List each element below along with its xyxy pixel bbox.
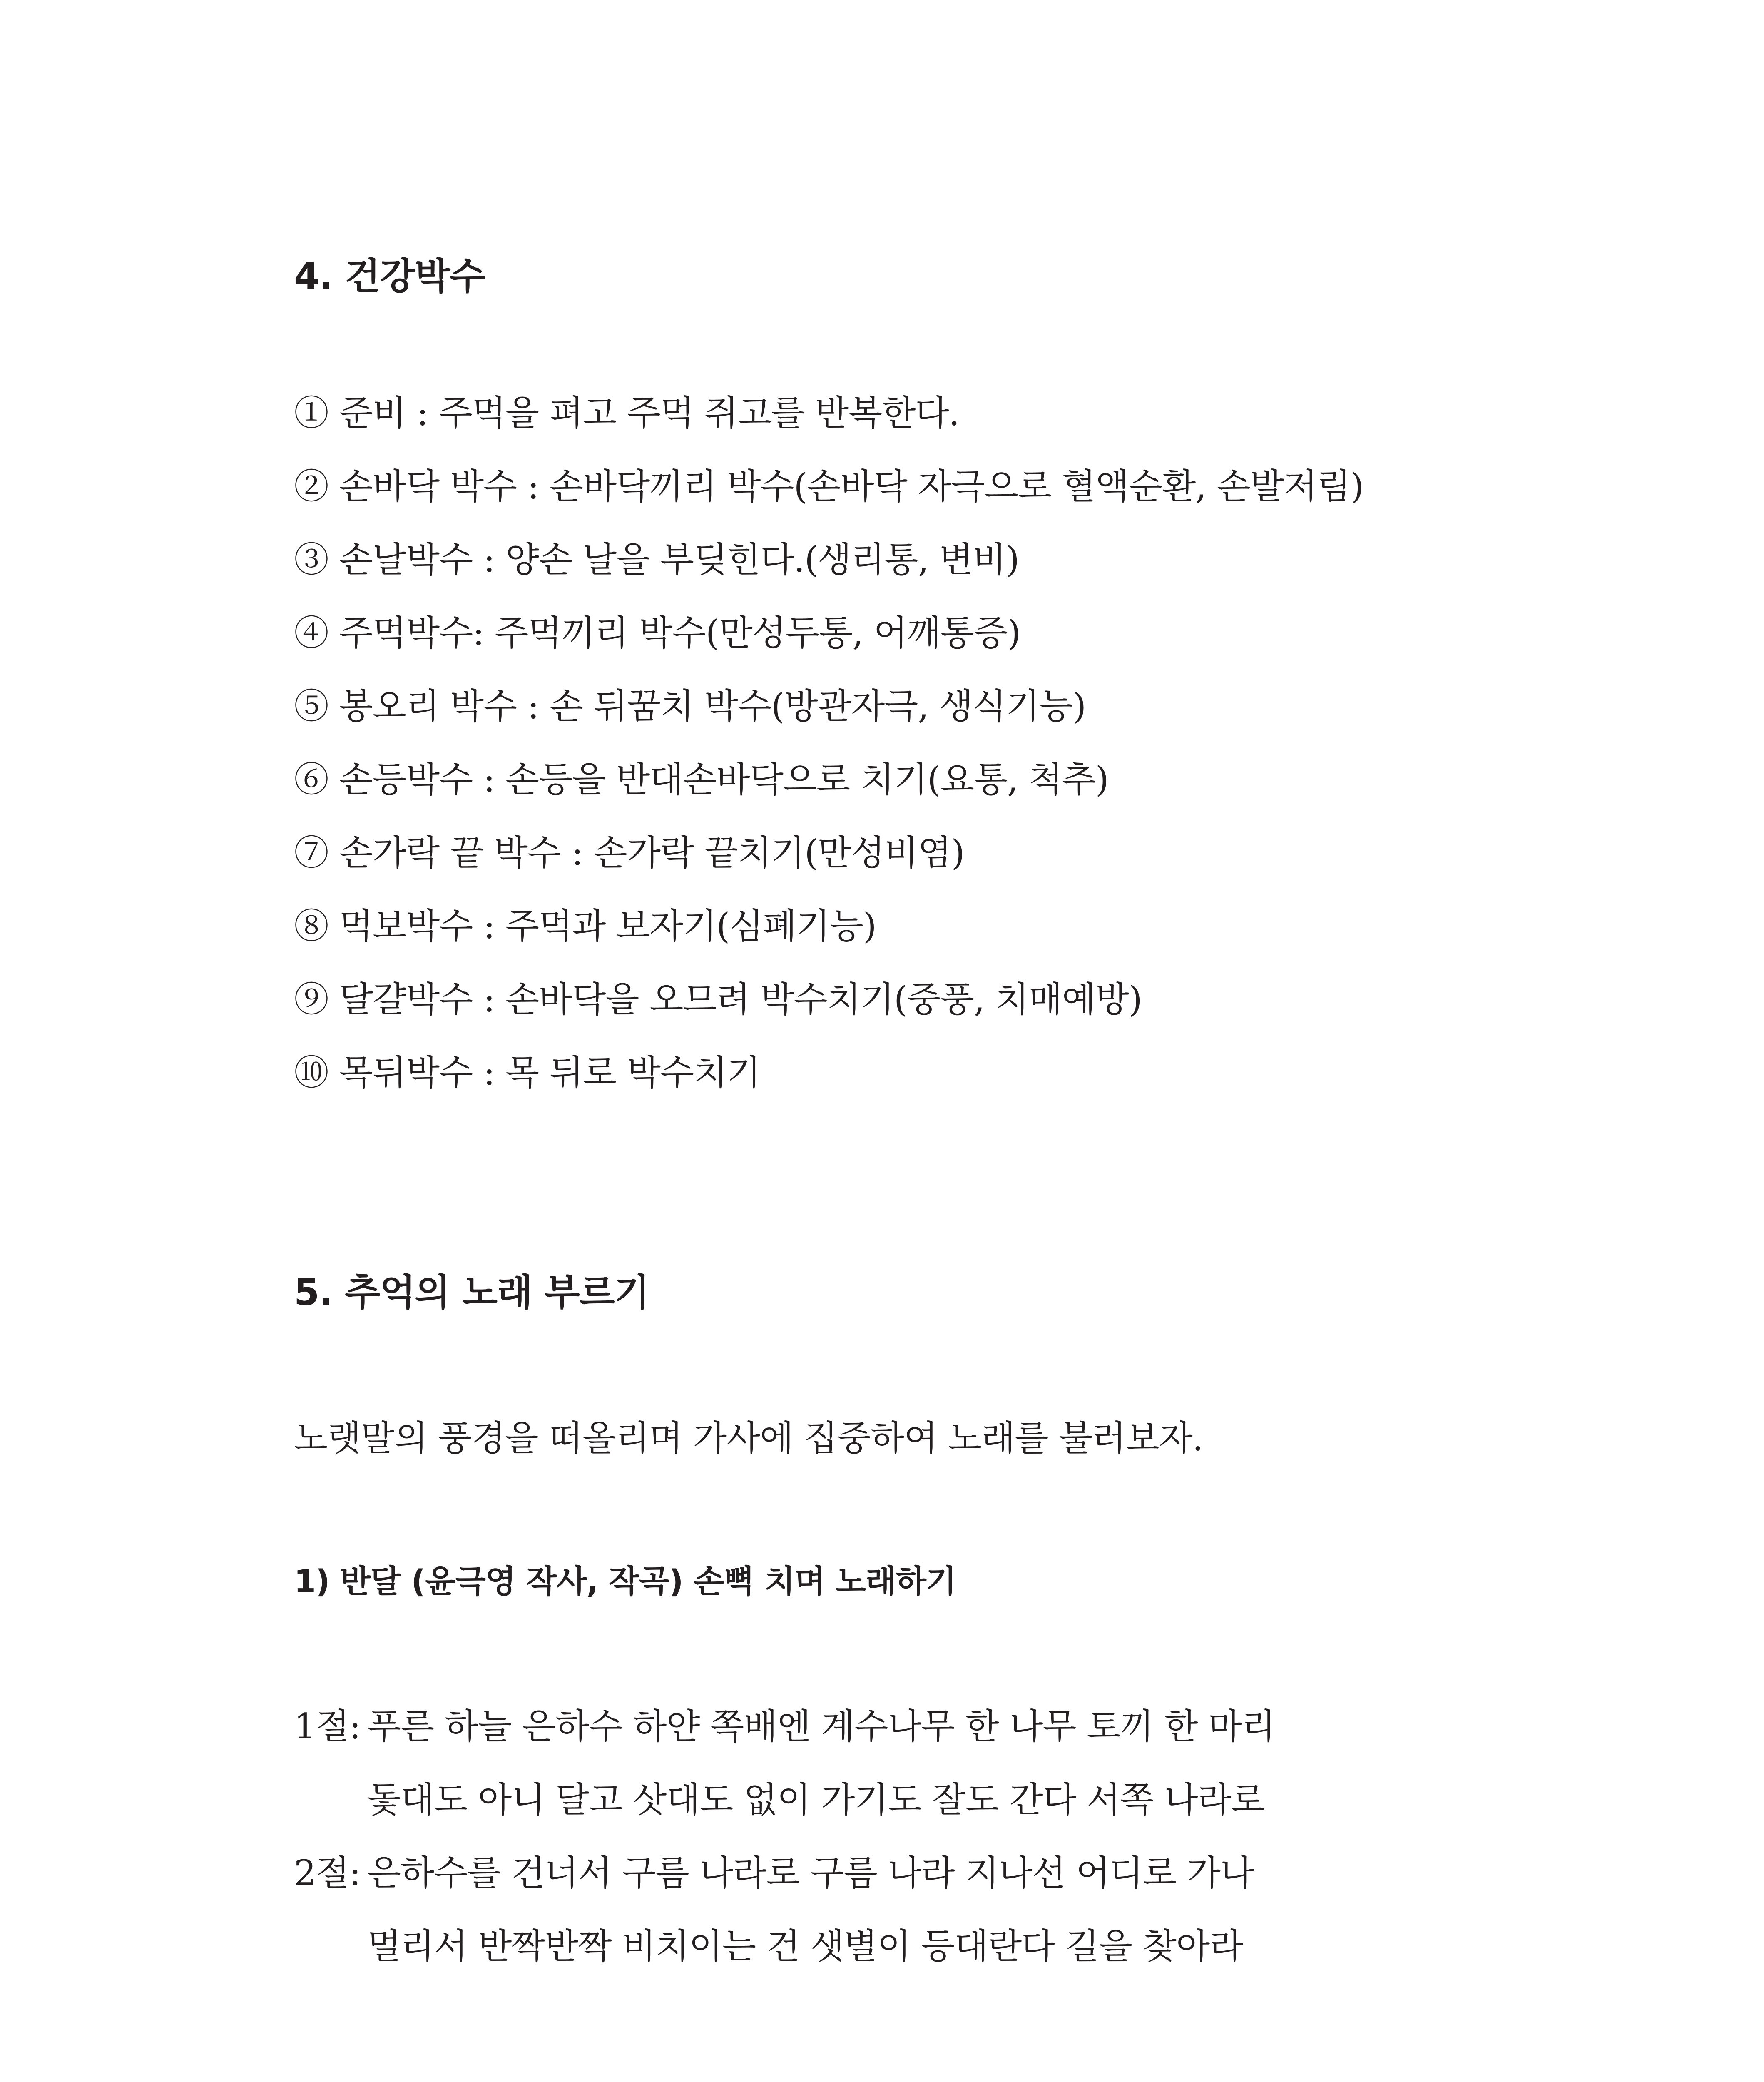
list-item: ⑩ 목뒤박수 : 목 뒤로 박수치기 — [294, 1052, 761, 1093]
verse-1 — [294, 1706, 1275, 1855]
verse-label: 2절: — [294, 1853, 361, 1893]
list-item: ② 손바닥 박수 : 손바닥끼리 박수(손바닥 자극으로 혈액순환, 손발저림) — [294, 466, 1364, 507]
list-item: ⑤ 봉오리 박수 : 손 뒤꿈치 박수(방관자극, 생식기능) — [294, 686, 1086, 727]
clapping-exercise-list — [294, 393, 1364, 1128]
list-item: ③ 손날박수 : 양손 날을 부딪힌다.(생리통, 변비) — [294, 539, 1019, 580]
list-item: ⑧ 먹보박수 : 주먹과 보자기(심폐기능) — [294, 906, 876, 946]
lyric-line: 은하수를 건너서 구름 나라로 구름 나라 지나선 어디로 가나 — [367, 1853, 1254, 1893]
song-lyrics — [294, 1706, 1275, 2002]
list-item: ① 준비 : 주먹을 펴고 주먹 쥐고를 반복한다. — [294, 393, 960, 433]
lyric-line: 멀리서 반짝반짝 비치이는 건 샛별이 등대란다 길을 찾아라 — [367, 1926, 1243, 1967]
verse-label: 1절: — [294, 1706, 361, 1747]
section-4-heading: 4. 건강박수 — [294, 255, 485, 298]
lyric-line: 푸른 하늘 은하수 하얀 쪽배엔 계수나무 한 나무 토끼 한 마리 — [367, 1706, 1275, 1747]
verse-2 — [294, 1855, 1275, 2002]
lyric-line: 돛대도 아니 달고 삿대도 없이 가기도 잘도 간다 서쪽 나라로 — [367, 1779, 1264, 1820]
list-item: ④ 주먹박수: 주먹끼리 박수(만성두통, 어깨통증) — [294, 613, 1020, 653]
song-title: 1) 반달 (윤극영 작사, 작곡) 손뼉 치며 노래하기 — [294, 1563, 956, 1600]
verse-lines — [367, 1706, 1275, 1855]
list-item: ⑦ 손가락 끝 박수 : 손가락 끝치기(만성비염) — [294, 832, 965, 873]
list-item: ⑨ 달걀박수 : 손바닥을 오므려 박수치기(중풍, 치매예방) — [294, 979, 1142, 1020]
verse-lines — [367, 1855, 1254, 2002]
section-5-intro: 노랫말의 풍경을 떠올리며 가사에 집중하여 노래를 불러보자. — [294, 1418, 1203, 1459]
section-5-heading: 5. 추억의 노래 부르기 — [294, 1271, 649, 1314]
list-item: ⑥ 손등박수 : 손등을 반대손바닥으로 치기(요통, 척추) — [294, 759, 1109, 800]
